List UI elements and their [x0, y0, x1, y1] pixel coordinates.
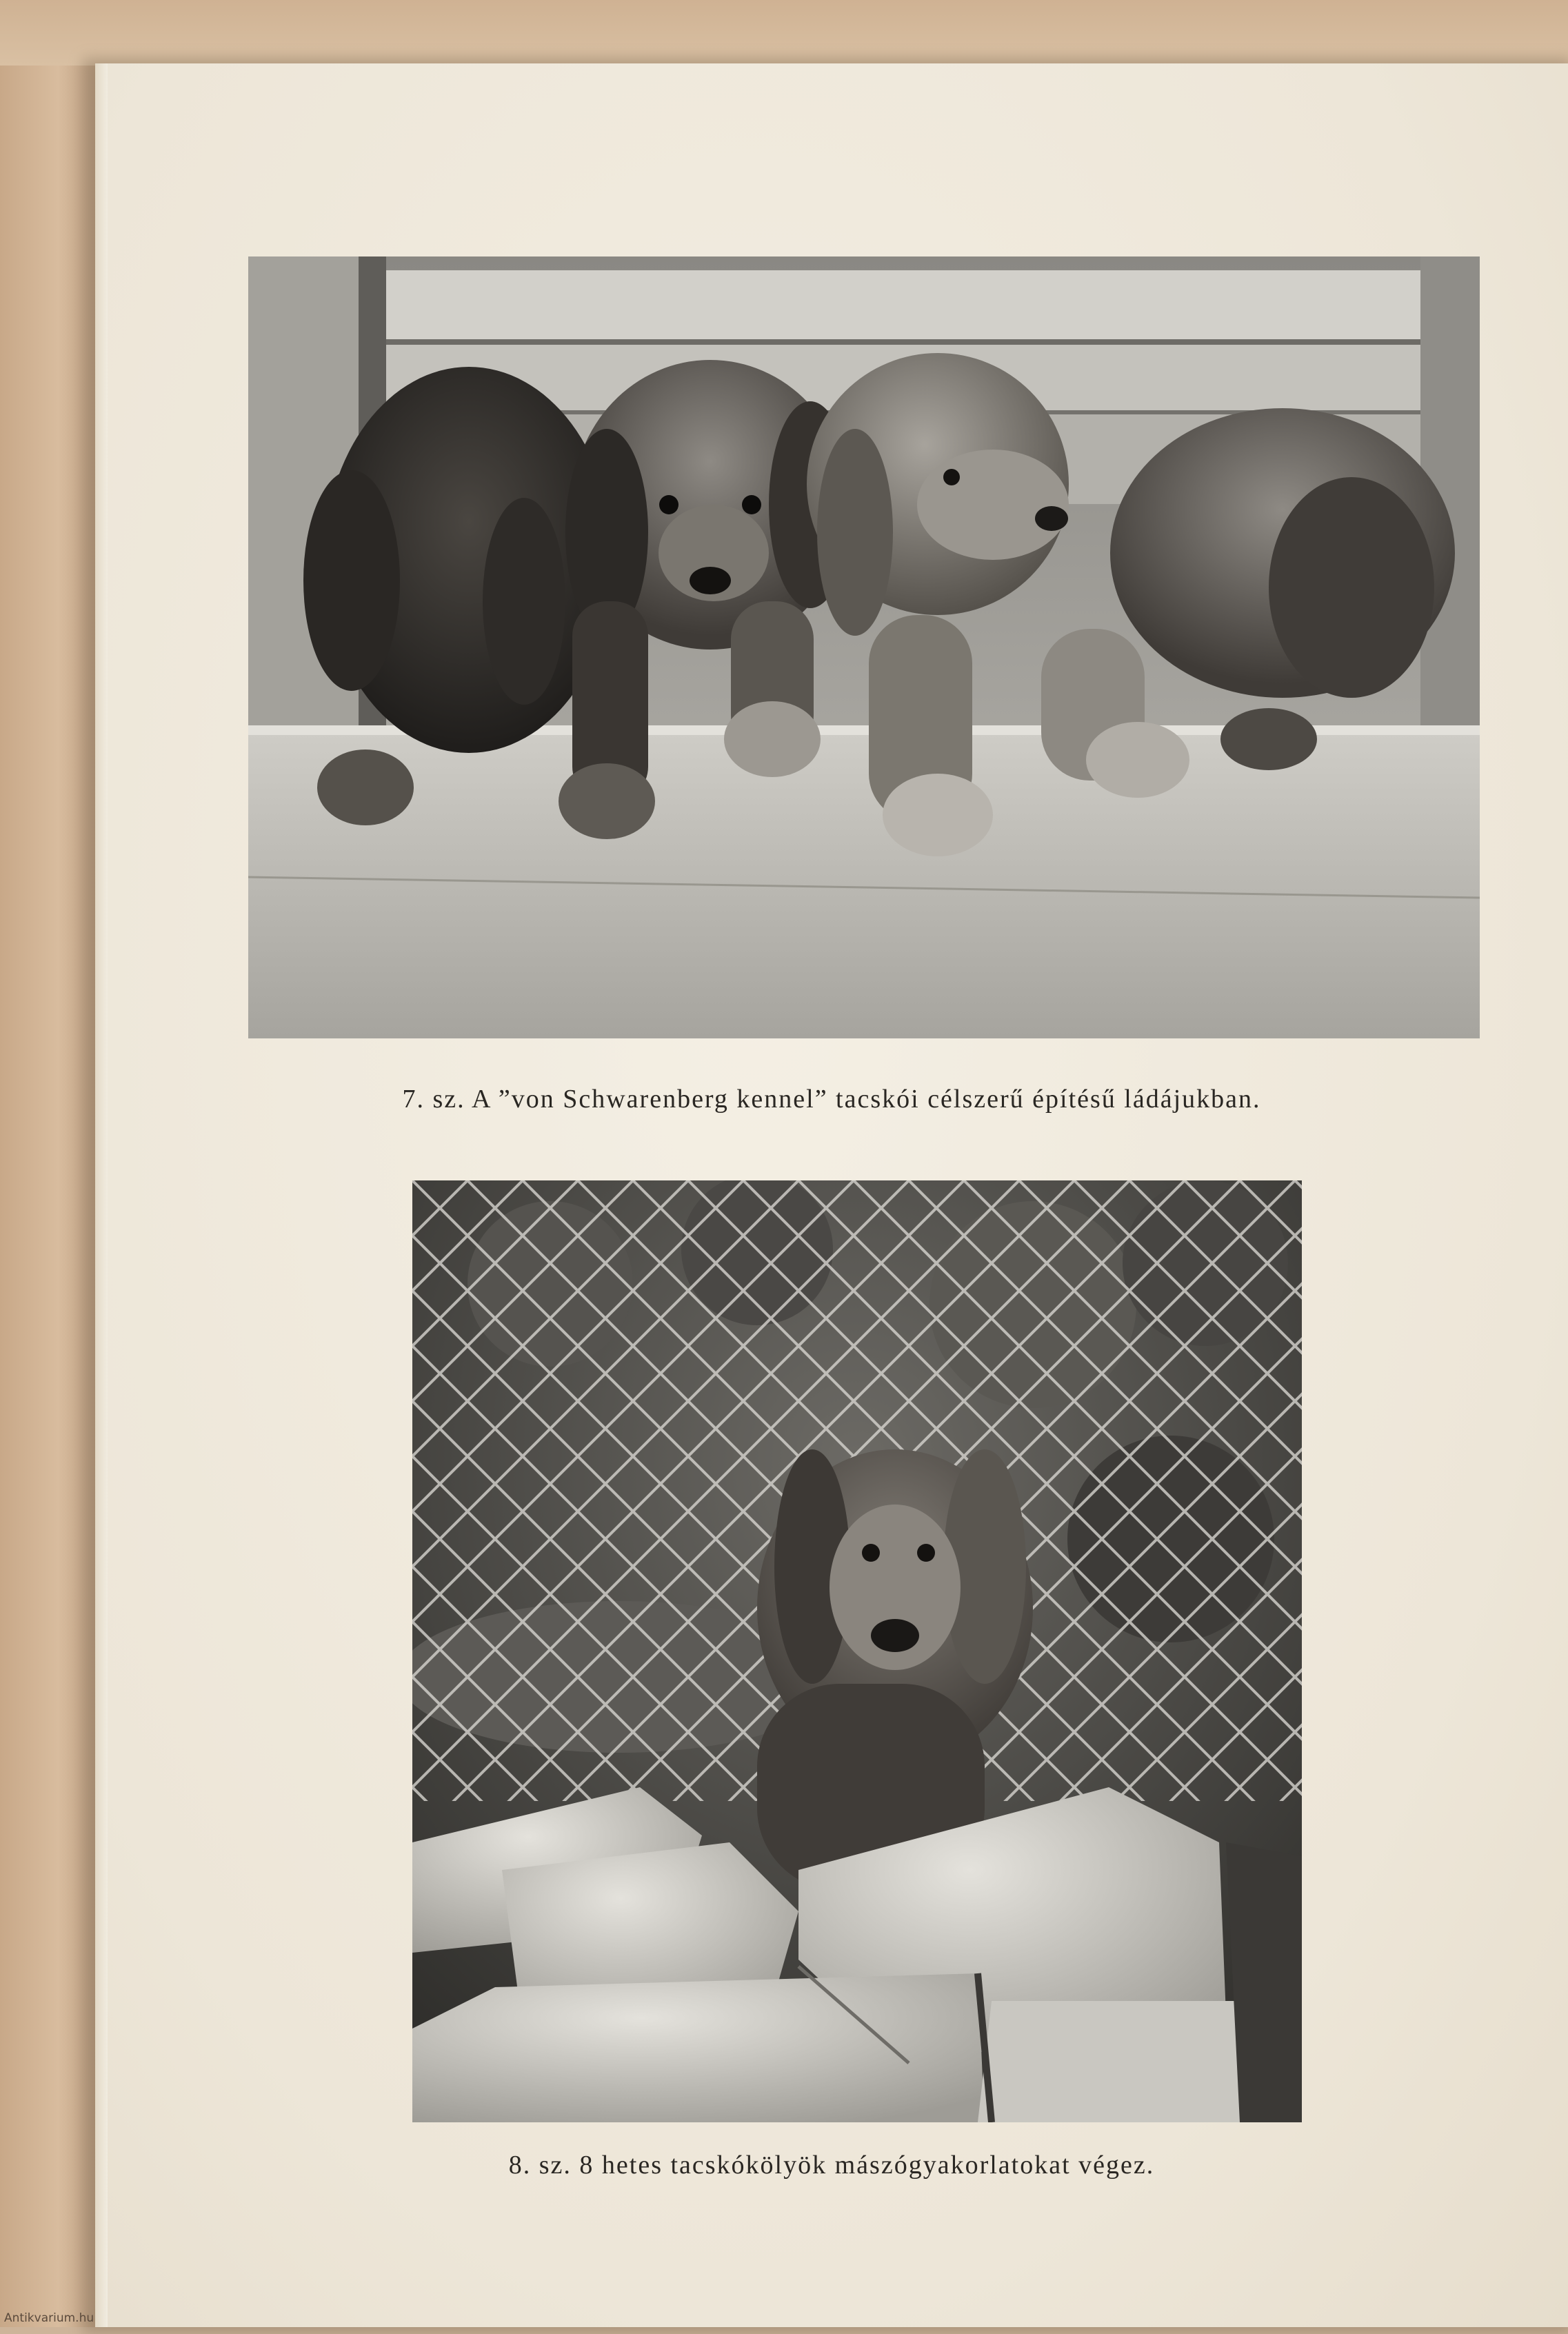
photo-puppy-on-stones	[412, 1180, 1302, 2122]
watermark: Antikvarium.hu	[4, 2311, 94, 2325]
figure-7-caption: 7. sz. A ”von Schwarenberg kennel” tacskói célszerű építésű ládájukban.	[402, 1085, 1261, 1114]
figure-8-caption: 8. sz. 8 hetes tacskókölyök mászógyakorlatokat végez.	[508, 2151, 1155, 2180]
background-left	[0, 0, 97, 2327]
background-top	[0, 0, 1568, 66]
page-edge	[95, 63, 108, 2327]
photo-puppies-in-box	[248, 256, 1480, 1038]
